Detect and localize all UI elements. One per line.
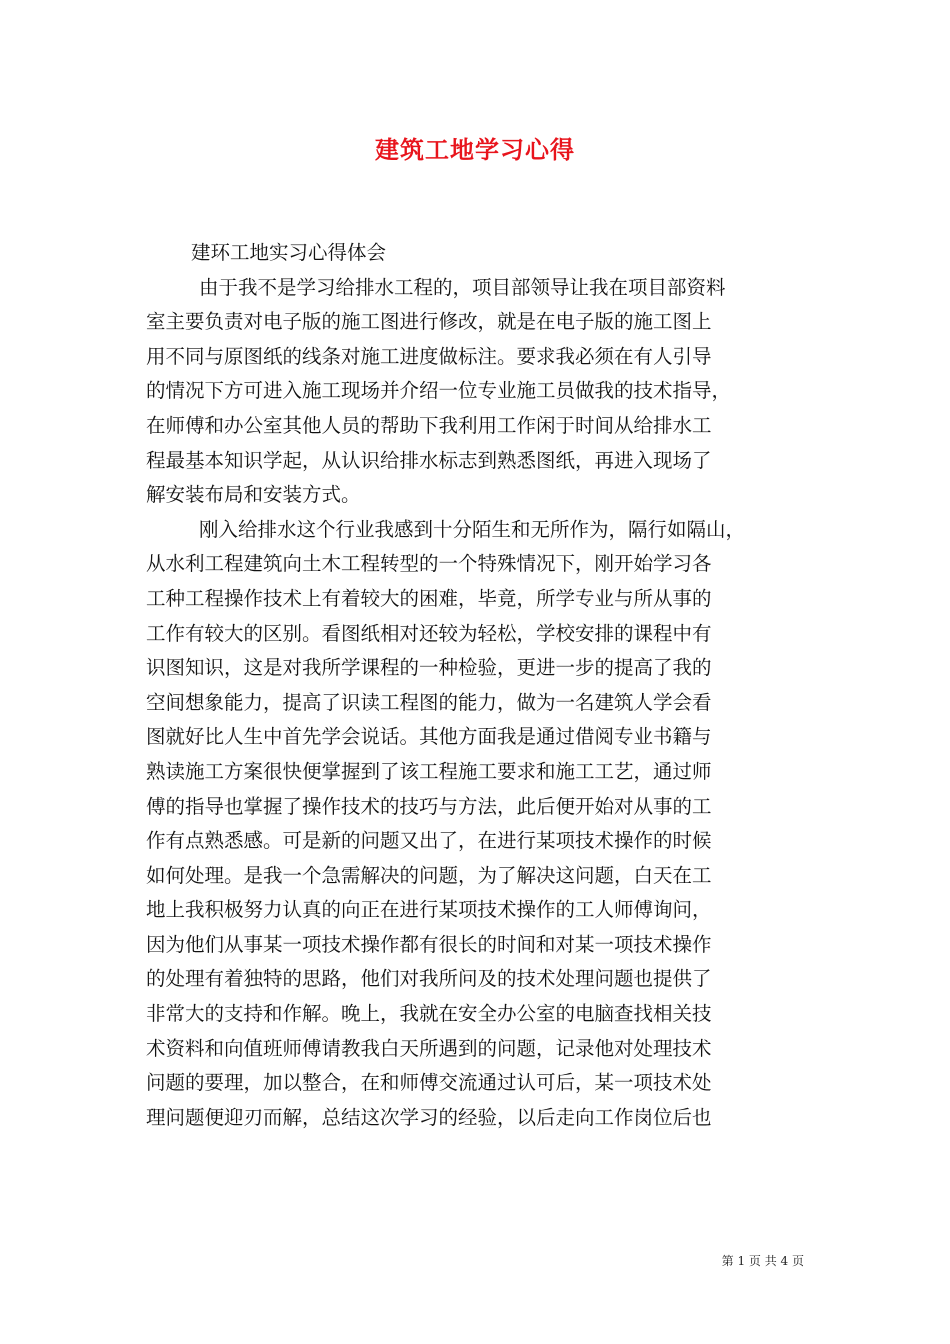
body-line: 因为他们从事某一项技术操作都有很长的时间和对某一项技术操作 [146, 932, 712, 956]
body-line: 室主要负责对电子版的施工图进行修改，就是在电子版的施工图上 [146, 310, 712, 334]
body-line: 术资料和向值班师傅请教我白天所遇到的问题，记录他对处理技术 [146, 1036, 712, 1060]
body-line: 在师傅和办公室其他人员的帮助下我利用工作闲于时间从给排水工 [146, 413, 712, 437]
body-line: 程最基本知识学起，从认识给排水标志到熟悉图纸，再进入现场了 [146, 448, 712, 472]
body-line: 图就好比人生中首先学会说话。其他方面我是通过借阅专业书籍与 [146, 725, 712, 749]
page-footer: 第 1 页 共 4 页 [721, 1254, 804, 1268]
body-line: 识图知识，这是对我所学课程的一种检验，更进一步的提高了我的 [146, 656, 712, 680]
body-line: 作有点熟悉感。可是新的问题又出了，在进行某项技术操作的时候 [146, 829, 712, 853]
body-line: 的情况下方可进入施工现场并介绍一位专业施工员做我的技术指导， [146, 379, 732, 403]
body-line: 由于我不是学习给排水工程的，项目部领导让我在项目部资料 [199, 275, 726, 299]
body-line: 从水利工程建筑向土木工程转型的一个特殊情况下，刚开始学习各 [146, 552, 712, 576]
body-line: 理问题便迎刃而解，总结这次学习的经验，以后走向工作岗位后也 [146, 1105, 712, 1129]
body-line: 工作有较大的区别。看图纸相对还较为轻松，学校安排的课程中有 [146, 621, 712, 645]
body-line: 如何处理。是我一个急需解决的问题，为了解决这问题，白天在工 [146, 863, 712, 887]
body-line: 用不同与原图纸的线条对施工进度做标注。要求我必须在有人引导 [146, 344, 712, 368]
body-line: 傅的指导也掌握了操作技术的技巧与方法，此后便开始对从事的工 [146, 794, 712, 818]
body-line: 的处理有着独特的思路，他们对我所问及的技术处理问题也提供了 [146, 967, 712, 991]
body-line: 问题的要理，加以整合，在和师傅交流通过认可后，某一项技术处 [146, 1071, 712, 1095]
body-line: 空间想象能力，提高了识读工程图的能力，做为一名建筑人学会看 [146, 690, 712, 714]
body-line: 地上我积极努力认真的向正在进行某项技术操作的工人师傅询问， [146, 898, 712, 922]
body-line: 熟读施工方案很快便掌握到了该工程施工要求和施工工艺，通过师 [146, 759, 712, 783]
body-line: 刚入给排水这个行业我感到十分陌生和无所作为，隔行如隔山， [199, 517, 746, 541]
body-line: 解安装布局和安装方式。 [146, 483, 361, 507]
body-line: 工种工程操作技术上有着较大的困难，毕竟，所学专业与所从事的 [146, 586, 712, 610]
document-body [146, 236, 810, 1135]
document-subtitle: 建环工地实习心得体会 [191, 241, 387, 264]
document-title: 建筑工地学习心得 [375, 135, 575, 164]
body-line: 非常大的支持和作解。晚上，我就在安全办公室的电脑查找相关技 [146, 1002, 712, 1026]
